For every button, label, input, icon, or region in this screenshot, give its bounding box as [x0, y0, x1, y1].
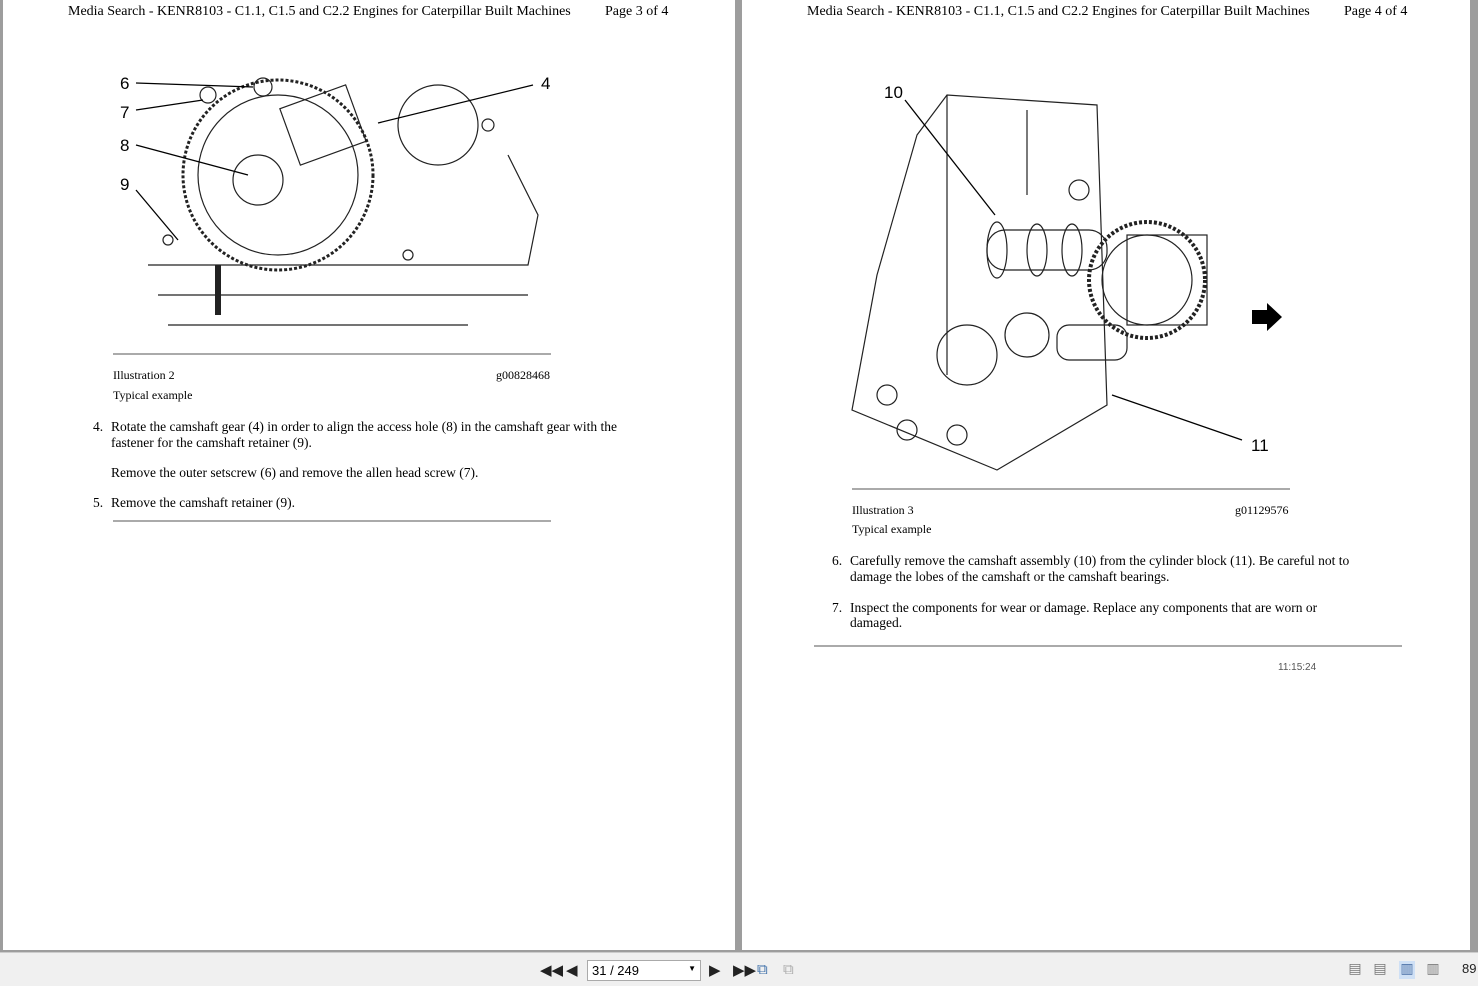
continuous-view-icon[interactable]: ▤: [1373, 961, 1387, 977]
illustration-caption: Typical example: [113, 388, 193, 402]
page-number-select[interactable]: [587, 960, 701, 981]
step-text: Carefully remove the camshaft assembly (10) from the cylinder block (11). Be careful not to: [850, 553, 1350, 568]
page-header-number: Page 3 of 4: [605, 4, 669, 19]
continuous-facing-view-icon[interactable]: ▥: [1426, 961, 1440, 977]
callout-8: 8: [120, 136, 130, 155]
illustration-id: g00828468: [496, 368, 550, 382]
go-back-view-icon[interactable]: ⧉: [757, 961, 768, 978]
illustration-id: g01129576: [1235, 503, 1289, 517]
callout-7: 7: [120, 103, 130, 122]
single-page-view-icon[interactable]: ▤: [1348, 961, 1362, 977]
page-header-title: Media Search - KENR8103 - C1.1, C1.5 and C2.2 Engines for Caterpillar Built Machines: [807, 4, 1310, 19]
illustration-label: Illustration 2: [113, 368, 175, 382]
illustration-3-camshaft-assembly: [847, 75, 1297, 475]
callout-11: 11: [1251, 436, 1269, 455]
next-page-icon[interactable]: ▶: [709, 962, 721, 979]
illustration-label: Illustration 3: [852, 503, 914, 517]
illustration-2-camshaft-gear: [108, 65, 558, 350]
callout-4: 4: [541, 74, 551, 93]
previous-page-icon[interactable]: ◀: [566, 962, 578, 979]
document-page-3: [3, 0, 735, 950]
step-number: 4.: [93, 419, 104, 434]
zoom-level[interactable]: 89: [1462, 961, 1477, 976]
first-page-icon[interactable]: ◀◀: [540, 962, 564, 979]
page-header-title: Media Search - KENR8103 - C1.1, C1.5 and C2.2 Engines for Caterpillar Built Machines: [68, 4, 571, 19]
step-text: damage the lobes of the camshaft or the camshaft bearings.: [850, 569, 1170, 584]
go-forward-view-icon[interactable]: ⧉: [783, 961, 794, 978]
callout-6: 6: [120, 74, 130, 93]
page-number-value: 31 / 249: [592, 963, 639, 978]
step-text: damaged.: [850, 615, 903, 630]
step-number: 5.: [93, 495, 104, 510]
callout-10: 10: [884, 83, 903, 102]
timestamp: 11:15:24: [1278, 662, 1317, 673]
step-text: fastener for the camshaft retainer (9).: [111, 435, 312, 450]
step-text: Rotate the camshaft gear (4) in order to align the access hole (8) in the camshaft gear with the: [111, 419, 618, 434]
document-page-4: [742, 0, 1470, 950]
step-number: 7.: [832, 600, 843, 615]
illustration-caption: Typical example: [852, 522, 932, 536]
step-text: Inspect the components for wear or damage. Replace any components that are worn or: [850, 600, 1318, 615]
page-header-number: Page 4 of 4: [1344, 4, 1408, 19]
step-text: Remove the camshaft retainer (9).: [111, 495, 296, 510]
last-page-icon[interactable]: ▶▶: [733, 962, 757, 979]
facing-view-icon[interactable]: ▥: [1400, 961, 1414, 977]
step-text: Remove the outer setscrew (6) and remove the allen head screw (7).: [111, 465, 479, 480]
navigation-toolbar: [0, 952, 1478, 986]
step-number: 6.: [832, 553, 843, 568]
arrow-icon: [1252, 303, 1282, 331]
chevron-down-icon: ▼: [688, 964, 696, 973]
callout-9: 9: [120, 175, 130, 194]
